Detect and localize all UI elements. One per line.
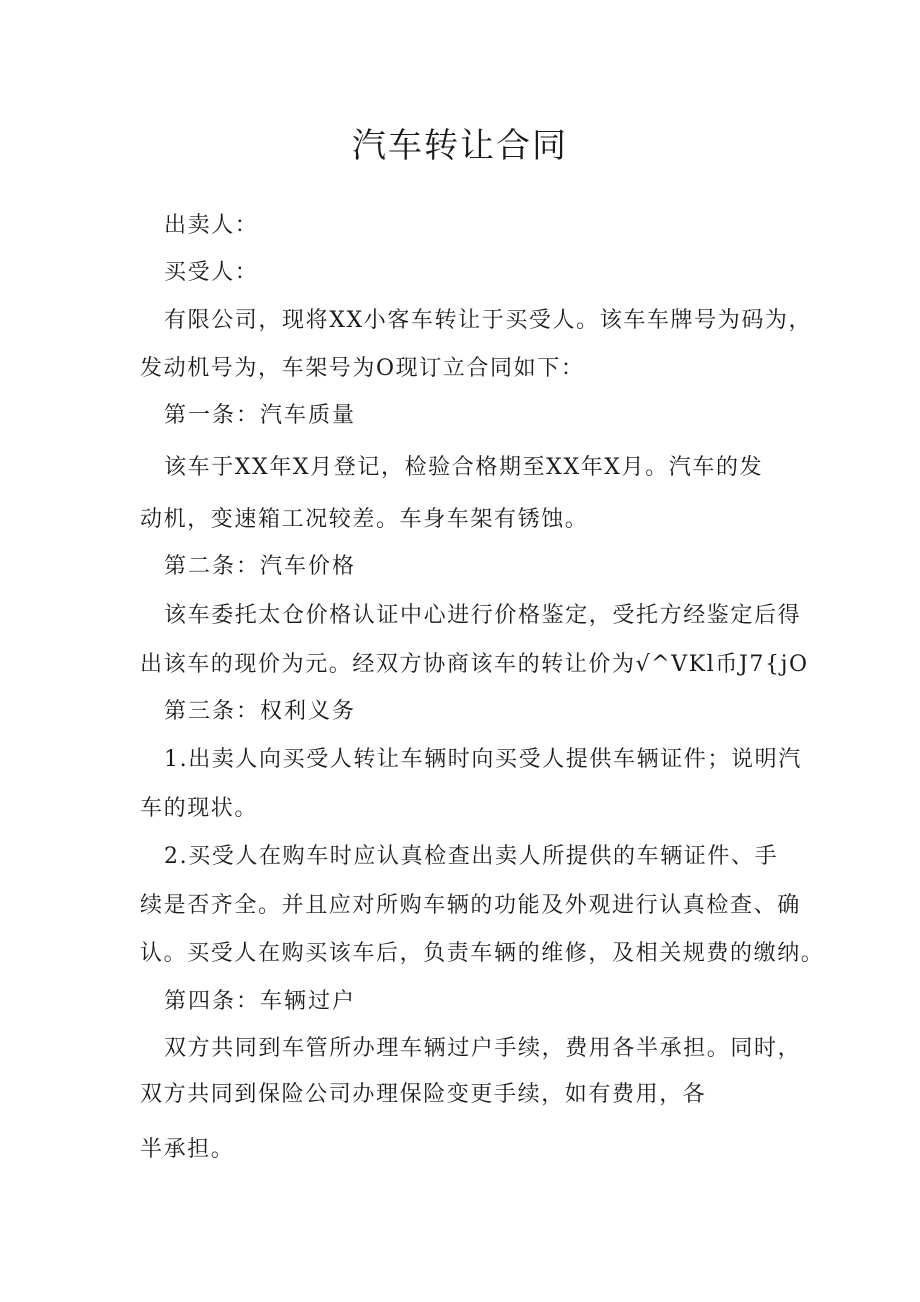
intro-paragraph-line-1: 有限公司，现将XX小客车转让于买受人。该车车牌号为码为， xyxy=(164,308,813,333)
article-4-heading: 第四条：车辆过户 xyxy=(164,989,357,1014)
intro-paragraph-line-2: 发动机号为，车架号为O现订立合同如下： xyxy=(140,356,585,381)
document-title: 汽车转让合同 xyxy=(352,126,568,166)
article-1-line-2: 动机，变速箱工况较差。车身车架有锈蚀。 xyxy=(140,507,589,532)
article-2-line-1: 该车委托太仓价格认证中心进行价格鉴定，受托方经鉴定后得 xyxy=(164,603,802,628)
article-3-item-1-line-2: 车的现状。 xyxy=(140,796,259,821)
article-3-heading: 第三条：权利义务 xyxy=(164,699,357,724)
seller-label: 出卖人： xyxy=(164,213,259,238)
article-3-item-2-line-2: 续是否齐全。并且应对所购车辆的功能及外观进行认真检查、确 xyxy=(140,893,801,918)
article-4-line-2: 双方共同到保险公司办理保险变更手续，如有费用，各 xyxy=(140,1082,707,1107)
article-3-item-2-line-3: 认。买受人在购买该车后，负责车辆的维修，及相关规费的缴纳。 xyxy=(140,941,825,966)
article-4-line-1: 双方共同到车管所办理车辆过户手续，费用各半承担。同时， xyxy=(164,1036,802,1061)
article-2-heading: 第二条：汽车价格 xyxy=(164,554,357,579)
buyer-label: 买受人： xyxy=(164,260,259,285)
article-3-item-2-line-1: 2.买受人在购车时应认真检查出卖人所提供的车辆证件、手 xyxy=(164,844,779,869)
article-3-item-1-line-1: 1.出卖人向买受人转让车辆时向买受人提供车辆证件；说明汽 xyxy=(164,747,802,772)
article-1-heading: 第一条：汽车质量 xyxy=(164,403,357,428)
article-4-line-3: 半承担。 xyxy=(140,1137,235,1162)
article-1-line-1: 该车于XX年X月登记，检验合格期至XX年X月。汽车的发 xyxy=(164,455,764,480)
article-2-line-2: 出该车的现价为元。经双方协商该车的转让价为√^VKl币J7{jO xyxy=(140,652,809,677)
